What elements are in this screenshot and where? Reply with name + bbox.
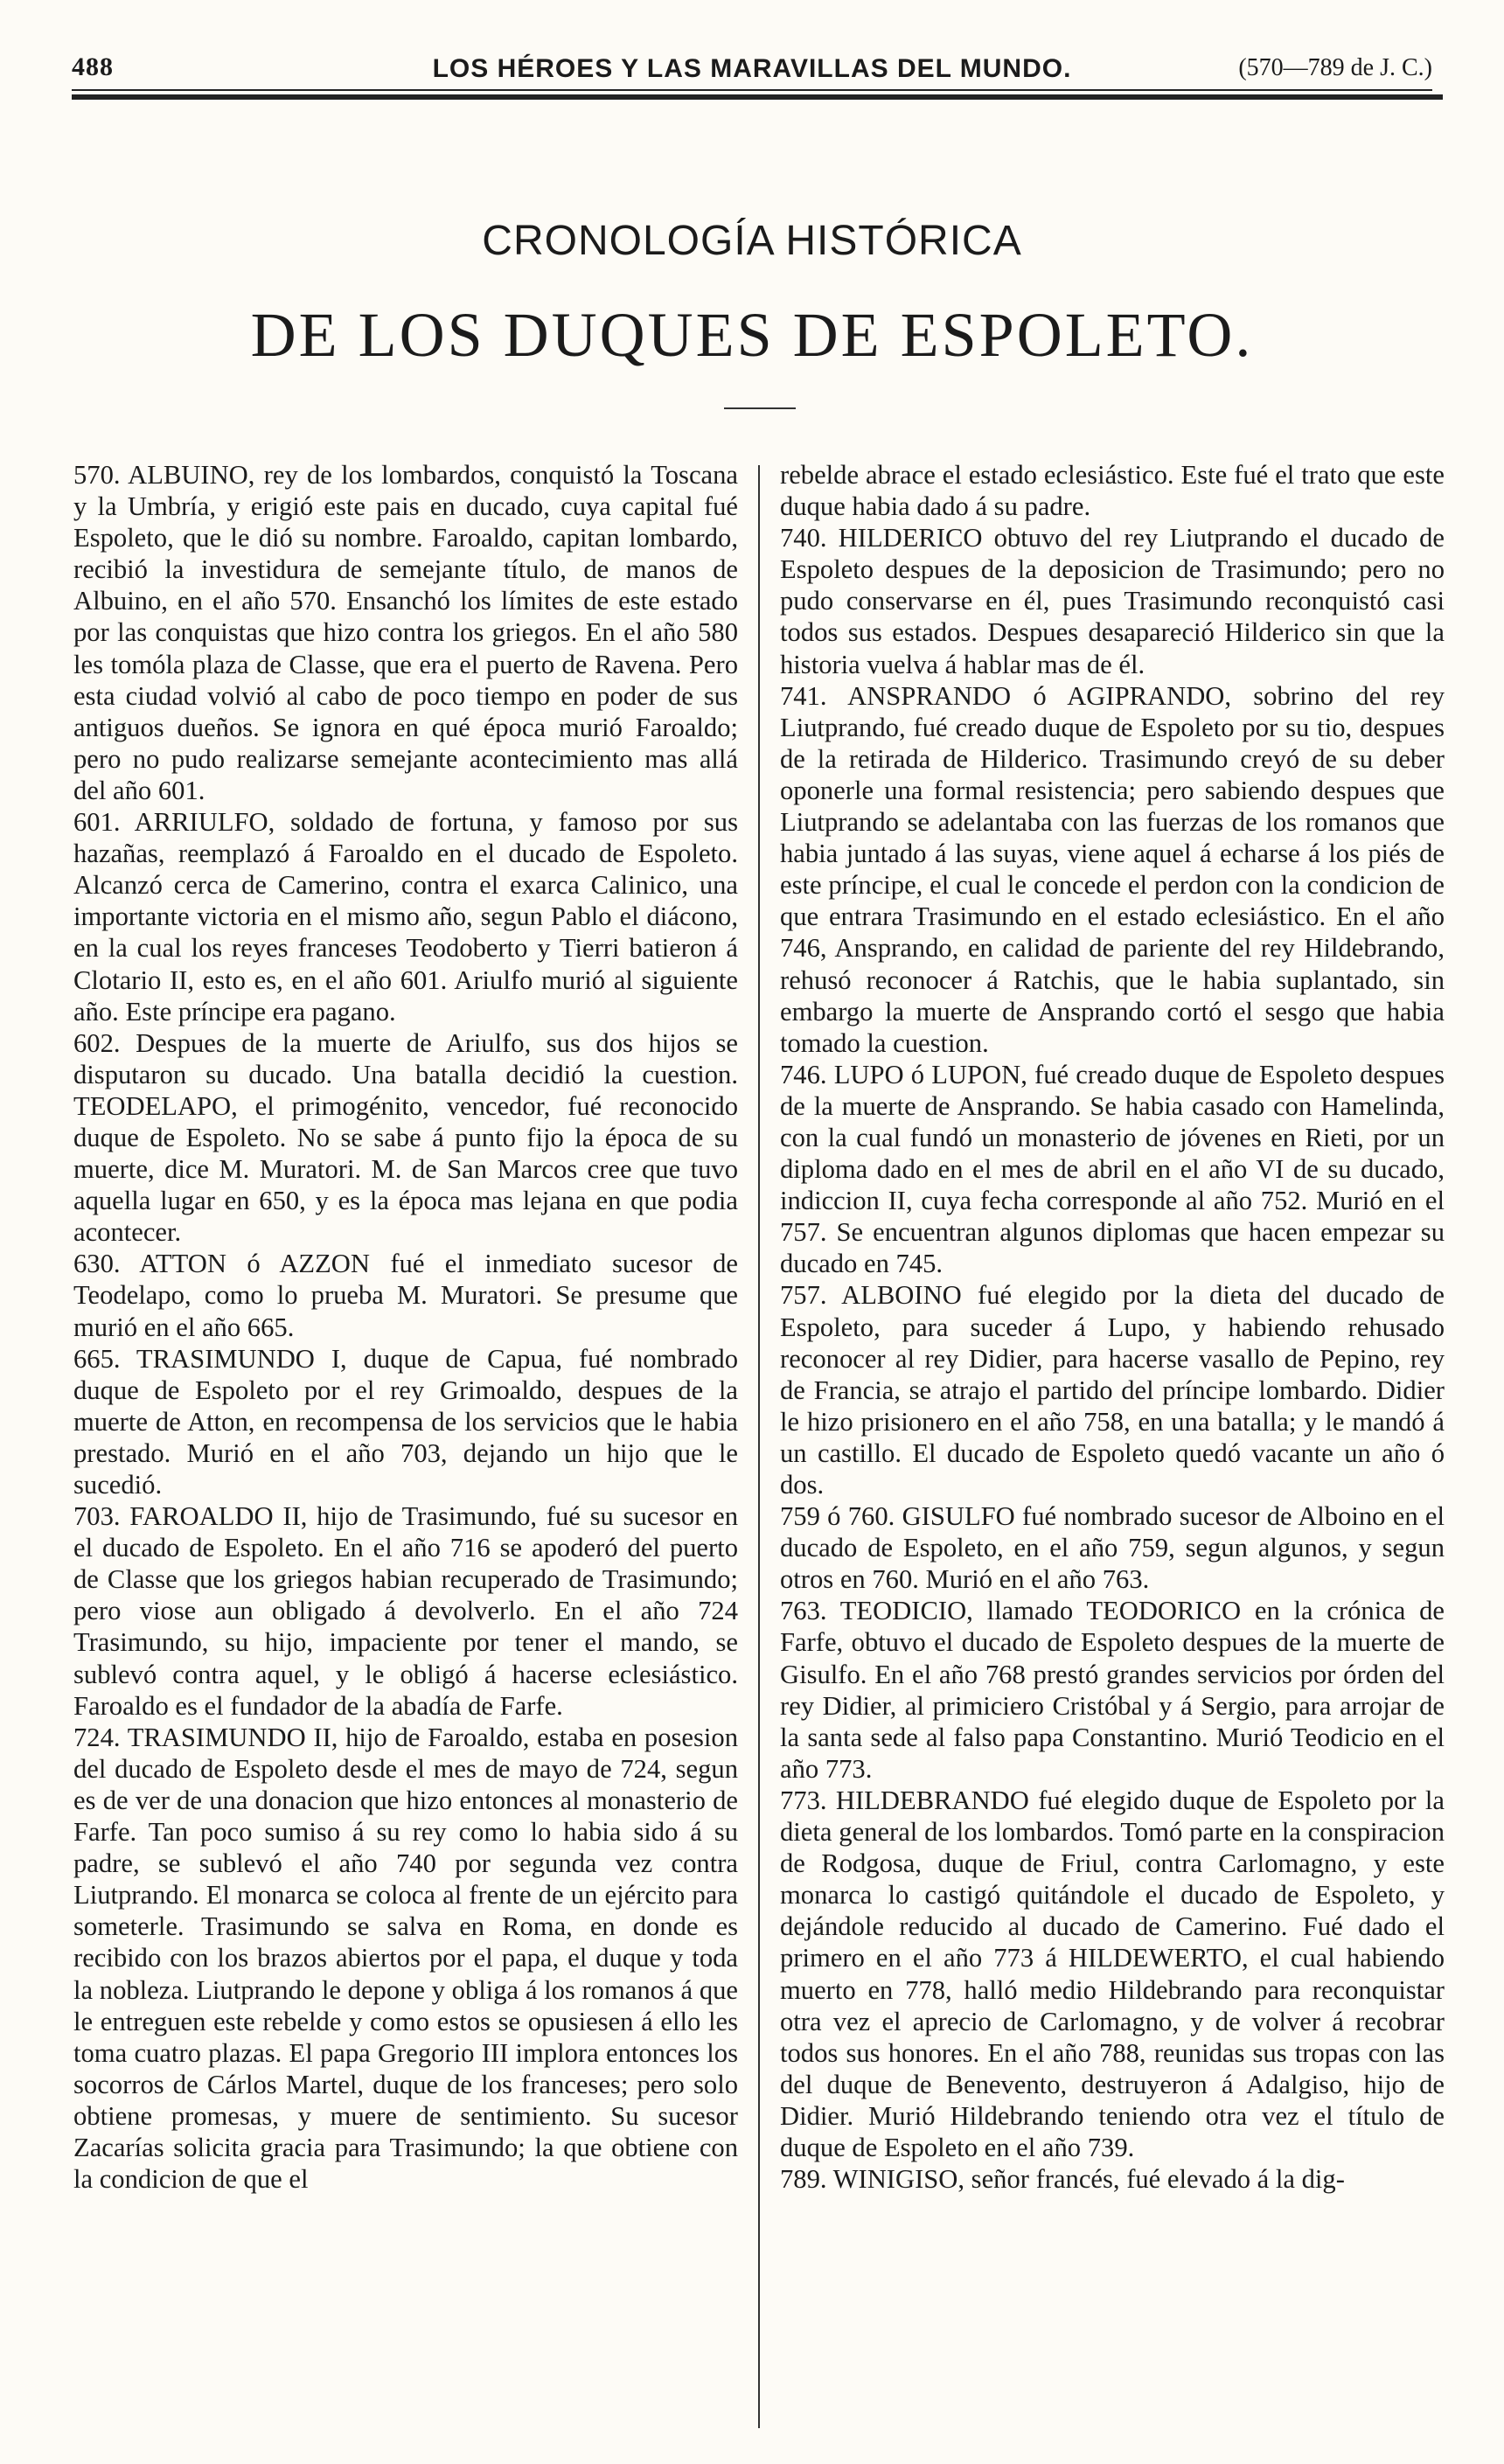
entry-724: 724. TRASIMUNDO II, hijo de Faroaldo, estaba en posesion del ducado de Espoleto desde el mes de mayo de 724, segun es de ver de una donacion que hizo entonces al monasterio de Farfe. Tan poco sumiso á su rey como lo habia sido á su padre, se sublevó el año 740 por segunda vez contra Liutprando. El monarca se coloca al frente de un ejército para someterle. Trasimundo se salva en Roma, en donde es recibido con los brazos abiertos por el papa, el duque y toda la nobleza. Liutprando le depone y obliga á los romanos á que le entreguen este rebelde y como estos se opusiesen á ello les toma cuatro plazas. El papa Gregorio III implora entonces los socorros de Cárlos Martel, duque de los franceses; pero solo obtiene promesas, y muere de sentimiento. Su sucesor Zacarías solicita gracia para Trasimundo; la que obtiene con la condicion de que el bbox=[73, 1722, 738, 2195]
entry-763: 763. TEODICIO, llamado TEODORICO en la crónica de Farfe, obtuvo el ducado de Espoleto despues de la muerte de Gisulfo. En el año 768 prestó grandes servicios por órden del rey Didier, al primiciero Cristóbal y á Sergio, para arrojar de la santa sede al falso papa Constantino. Murió Teodicio en el año 773. bbox=[780, 1596, 1445, 1784]
entry-740: 740. HILDERICO obtuvo del rey Liutprando el ducado de Espoleto despues de la deposicion de Trasimundo; pero no pudo conservarse en él, pues Trasimundo reconquistó casi todos sus estados. Despues desapareció Hilderico sin que la historia vuelva á hablar mas de él. bbox=[780, 523, 1445, 679]
entry-757: 757. ALBOINO fué elegido por la dieta del ducado de Espoleto, para suceder á Lupo, y habiendo rehusado reconocer al rey Didier, para hacerse vasallo de Pepino, rey de Francia, se atrajo el partido del príncipe lombardo. Didier le hizo prisionero en el año 758, en una batalla; y le mandó á un castillo. El ducado de Espoleto quedó vacante un año ó dos. bbox=[780, 1280, 1445, 1500]
title-line-2: DE LOS DUQUES DE ESPOLETO. bbox=[250, 300, 1254, 370]
entry-746: 746. LUPO ó LUPON, fué creado duque de Espoleto despues de la muerte de Ansprando. Se habia casado con Hamelinda, con la cual fundó un monasterio de jóvenes en Rieti, por un diploma dado en el mes de abril en el año VI de su ducado, indiccion II, cuya fecha corresponde al año 752. Murió en el 757. Se encuentran algunos diplomas que hacen empezar su ducado en 745. bbox=[780, 1059, 1445, 1279]
entry-630: 630. ATTON ó AZZON fué el inmediato sucesor de Teodelapo, como lo prueba M. Muratori. Se presume que murió en el año 665. bbox=[73, 1249, 738, 1342]
running-title: LOS HÉROES Y LAS MARAVILLAS DEL MUNDO. bbox=[432, 54, 1072, 83]
header-rule-thick bbox=[72, 94, 1443, 100]
entry-789: 789. WINIGISO, señor francés, fué elevado á la dig- bbox=[780, 2164, 1345, 2195]
date-range: (570—789 de J. C.) bbox=[1238, 54, 1432, 81]
page-number: 488 bbox=[72, 52, 114, 81]
header-rule-thin bbox=[72, 89, 1432, 91]
left-column bbox=[73, 459, 738, 2195]
right-column bbox=[780, 459, 1445, 2195]
entry-570: 570. ALBUINO, rey de los lombardos, conquistó la Toscana y la Umbría, y erigió este pais en ducado, cuya capital fué Espoleto, que le dió su nombre. Faroaldo, capitan lombardo, recibió la investidura de semejante título, de manos de Albuino, en el año 570. Ensanchó los límites de este estado por las conquistas que hizo contra los griegos. En el año 580 les tomóla plaza de Classe, que era el puerto de Ravena. Pero esta ciudad volvió al cabo de poco tiempo en poder de sus antiguos dueños. Se ignora en qué época murió Faroaldo; pero no pudo realizarse semejante acontecimiento mas allá del año 601. bbox=[73, 460, 738, 805]
entry-759: 759 ó 760. GISULFO fué nombrado sucesor de Alboino en el ducado de Espoleto, en el año 759, segun algunos, y segun otros en 760. Murió en el año 763. bbox=[780, 1501, 1445, 1595]
title-separator bbox=[724, 407, 796, 409]
column-divider bbox=[758, 465, 760, 2428]
entry-602: 602. Despues de la muerte de Ariulfo, sus dos hijos se disputaron su ducado. Una batalla decidió la cuestion. TEODELAPO, el primogénito, vencedor, fué reconocido duque de Espoleto. No se sabe á punto fijo la época de su muerte, dice M. Muratori. M. de San Marcos cree que tuvo aquella lugar en 650, y es la época mas lejana en que podia acontecer. bbox=[73, 1027, 738, 1248]
entry-773: 773. HILDEBRANDO fué elegido duque de Espoleto por la dieta general de los lombardos. Tomó parte en la conspiracion de Rodgosa, duque de Friul, contra Carlomagno, y este monarca lo castigó quitándole el ducado de Espoleto, y dejándole reducido al ducado de Camerino. Fué dado el primero en el año 773 á HILDEWERTO, el cual habiendo muerto en 778, halló medio Hildebrando para reconquistar otra vez el aprecio de Carlomagno, y de volver á recobrar todos sus honores. En el año 788, reunidas sus tropas con las del duque de Benevento, destruyeron á Adalgiso, hijo de Didier. Murió Hildebrando teniendo otra vez el título de duque de Espoleto en el año 739. bbox=[780, 1785, 1445, 2162]
entry-741: 741. ANSPRANDO ó AGIPRANDO, sobrino del rey Liutprando, fué creado duque de Espoleto por su tio, despues de la retirada de Hilderico. Trasimundo creyó de su deber oponerle una formal resistencia; pero sabiendo despues que Liutprando se adelantaba con las fuerzas de los romanos que habia juntado á las suyas, viene aquel á echarse á los piés de este príncipe, el cual le concede el perdon con la condicion de que entrara Trasimundo en el estado eclesiástico. En el año 746, Ansprando, en calidad de pariente del rey Hildebrando, rehusó reconocer á Ratchis, que le habia suplantado, sin embargo la muerte de Ansprando cortó el sesgo que habia tomado la cuestion. bbox=[780, 680, 1445, 1058]
title-line-1: CRONOLOGÍA HISTÓRICA bbox=[482, 218, 1022, 264]
entry-601: 601. ARRIULFO, soldado de fortuna, y famoso por sus hazañas, reemplazó á Faroaldo en el ducado de Espoleto. Alcanzó cerca de Camerino, contra el exarca Calinico, una importante victoria en el mismo año, segun Pablo el diácono, en la cual los reyes franceses Teodoberto y Tierri batieron á Clotario II, esto es, en el año 601. Ariulfo murió al siguiente año. Este príncipe era pagano. bbox=[73, 807, 738, 1027]
entry-665: 665. TRASIMUNDO I, duque de Capua, fué nombrado duque de Espoleto por el rey Grimoaldo, despues de la muerte de Atton, en recompensa de los servicios que le habia prestado. Murió en el año 703, dejando un hijo que le sucedió. bbox=[73, 1343, 738, 1500]
entry-724-cont: rebelde abrace el estado eclesiástico. Este fué el trato que este duque habia dado á su padre. bbox=[780, 460, 1445, 522]
entry-703: 703. FAROALDO II, hijo de Trasimundo, fué su sucesor en el ducado de Espoleto. En el año 716 se apoderó del puerto de Classe que los griegos habian recuperado de Trasimundo; pero viose aun obligado á devolverlo. En el año 724 Trasimundo, su hijo, impaciente por tener el mando, se sublevó contra aquel, y le obligó á hacerse eclesiástico. Faroaldo es el fundador de la abadía de Farfe. bbox=[73, 1501, 738, 1721]
